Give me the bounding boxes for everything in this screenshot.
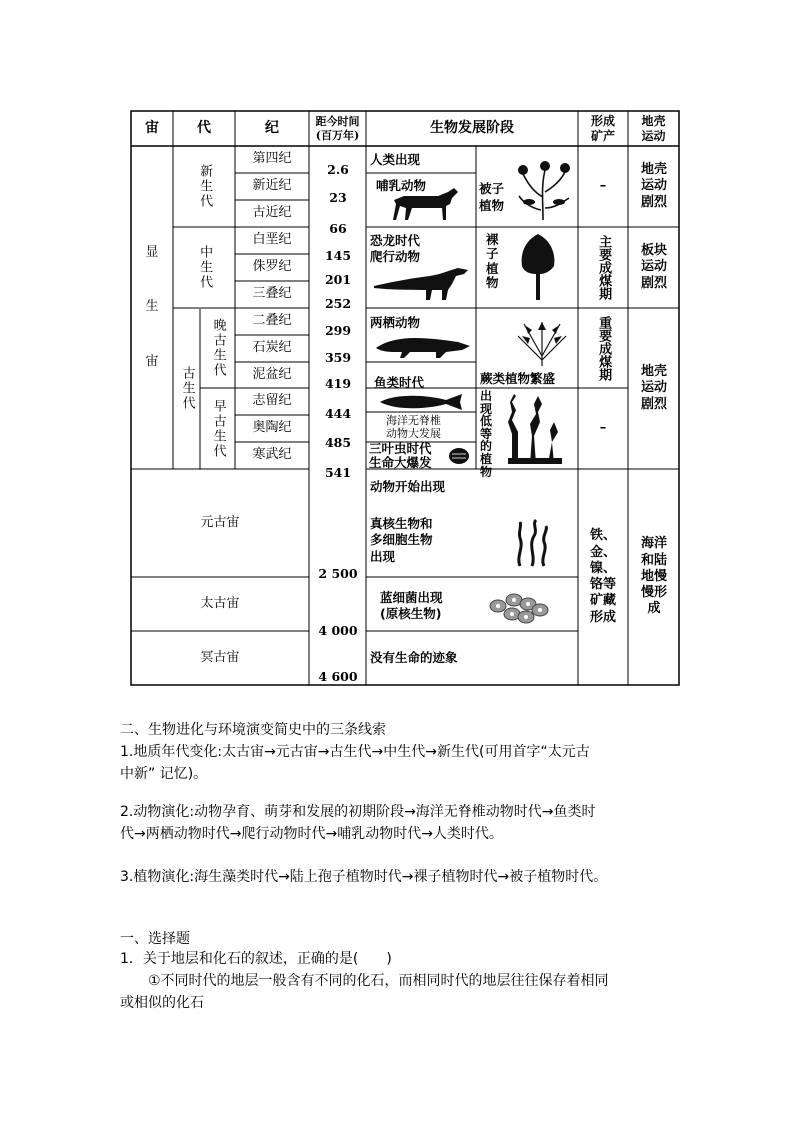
section2-point1 (120, 741, 680, 785)
stage-angiosperm: 被子植物 (479, 181, 505, 213)
mineral-precambrian: 铁、金、镍、铬等矿藏形成 (589, 528, 616, 625)
header-mineral-line1: 形成 (590, 113, 615, 128)
stage-dinosaur-l2: 爬行动物 (370, 249, 421, 264)
section2-point1-l1: 1.地质年代变化:太古宙→元古宙→古生代→中生代→新生代(可用首字“太元古 (120, 744, 590, 760)
amphibian-icon (374, 332, 472, 360)
period-quaternary: 第四纪 (252, 151, 292, 167)
time-value: 299 (324, 323, 352, 338)
stage-mammal: 哺乳动物 (376, 178, 427, 193)
stage-eukaryote-l2: 多细胞生物 (370, 532, 433, 548)
fern-icon (510, 316, 574, 368)
stage-low-plants: 出现低等的植物 (480, 389, 493, 479)
section2-point1-l2: 中新” 记忆)。 (120, 766, 208, 782)
crust-precambrian: 海洋和陆地慢慢形成 (640, 536, 667, 617)
algae-plant-icon (502, 392, 566, 466)
period-cambrian: 寒武纪 (252, 447, 292, 463)
section2-point2-l1: 2.动物演化:动物孕育、萌芽和发展的初期阶段→海洋无脊椎动物时代→鱼类时 (120, 804, 596, 820)
stage-no-life: 没有生命的迹象 (370, 650, 458, 665)
eon-phanerozoic (131, 146, 173, 469)
question-1: 1．关于地层和化石的叙述，正确的是( ) (120, 951, 392, 967)
header-crust (628, 111, 679, 146)
stage-trilobite-l2: 生命大爆发 (369, 455, 432, 471)
time-value: 4 000 (318, 623, 358, 638)
section2-point3: 3.植物演化:海生藻类时代→陆上孢子植物时代→裸子植物时代→被子植物时代。 (120, 869, 608, 885)
time-value: 252 (324, 296, 352, 311)
gymnosperm-tree-icon (518, 232, 558, 302)
crust-mesozoic: 板块运动剧烈 (640, 243, 667, 291)
dinosaur-icon (372, 264, 472, 304)
mineral-early-paleozoic: – (599, 420, 607, 436)
header-time-line1: 距今时间 (315, 114, 360, 128)
eon-phanerozoic-char1: 显 (145, 245, 159, 261)
stage-trilobite (369, 442, 432, 471)
eon-archean: 太古宙 (200, 595, 240, 611)
period-permian: 二叠纪 (252, 313, 292, 329)
stage-human: 人类出现 (370, 152, 421, 167)
header-mineral-line2: 矿产 (590, 128, 615, 143)
stage-cyano-l1: 蓝细菌出现 (380, 590, 443, 605)
era-late-paleozoic: 晚古生代 (210, 318, 226, 378)
eon-phanerozoic-char3: 宙 (145, 353, 159, 369)
period-paleogene: 古近纪 (252, 205, 292, 221)
header-crust-line2: 运动 (641, 128, 666, 143)
stage-cyanobacteria (380, 590, 443, 623)
time-value: 359 (324, 350, 352, 365)
header-time-line2: (百万年) (315, 128, 360, 142)
stage-eukaryote-l3: 出现 (370, 548, 396, 564)
question-1-option-1 (120, 970, 680, 1014)
mineral-mesozoic: 主要成煤期 (596, 235, 612, 300)
stage-dinosaur-l1: 恐龙时代 (370, 233, 421, 248)
mammal-icon (390, 186, 466, 224)
eon-hadean: 冥古宙 (200, 649, 240, 665)
stage-animals-appear: 动物开始出现 (370, 479, 446, 494)
seaweed-icon (512, 518, 554, 568)
period-cretaceous: 白垩纪 (252, 232, 292, 248)
time-value: 23 (329, 190, 347, 205)
stage-amphibian: 两栖动物 (370, 315, 421, 330)
question-1-option-1-l1: ①不同时代的地层一般含有不同的化石，而相同时代的地层往往保存着相同 (148, 973, 609, 989)
eon-phanerozoic-char2: 生 (145, 299, 159, 315)
stage-fern: 蕨类植物繁盛 (480, 371, 556, 386)
crust-paleozoic: 地壳运动剧烈 (640, 364, 667, 412)
fish-icon (376, 392, 466, 412)
header-period: 纪 (265, 119, 279, 136)
period-ordovician: 奥陶纪 (252, 420, 292, 436)
period-triassic: 三叠纪 (252, 286, 292, 302)
stage-trilobite-l1: 三叶虫时代 (369, 441, 432, 456)
section1-title: 一、选择题 (120, 931, 190, 947)
period-neogene: 新近纪 (252, 178, 292, 194)
mineral-late-paleozoic: 重要成煤期 (596, 315, 612, 381)
eon-proterozoic: 元古宙 (200, 514, 240, 530)
header-era: 代 (197, 119, 211, 136)
time-value: 2.6 (327, 162, 349, 177)
time-value: 485 (324, 435, 352, 450)
period-jurassic: 侏罗纪 (252, 259, 292, 275)
stage-eukaryote (370, 516, 433, 565)
flowering-plant-icon (515, 152, 573, 222)
header-stage: 生物发展阶段 (430, 119, 514, 136)
time-value: 2 500 (318, 566, 358, 581)
question-1-option-1-l2: 或相似的化石 (120, 995, 204, 1011)
mineral-cenozoic: – (599, 178, 607, 194)
section2-point2 (120, 801, 680, 845)
stage-cyano-l2: (原核生物) (380, 606, 442, 622)
crust-cenozoic: 地壳运动剧烈 (640, 162, 667, 210)
time-value: 4 600 (318, 669, 358, 684)
era-mesozoic: 中生代 (197, 245, 213, 290)
time-value: 419 (324, 376, 352, 391)
trilobite-icon (448, 446, 470, 466)
section2-point2-l2: 代→两栖动物时代→爬行动物时代→哺乳动物时代→人类时代。 (120, 826, 503, 842)
era-early-paleozoic: 早古生代 (210, 398, 226, 459)
stage-eukaryote-l1: 真核生物和 (370, 516, 433, 531)
time-value: 66 (329, 221, 347, 236)
header-crust-line1: 地壳 (641, 113, 666, 128)
time-value: 145 (324, 248, 352, 263)
stage-fish: 鱼类时代 (374, 375, 425, 390)
stage-invertebrate-l1: 海洋无脊椎 (386, 414, 441, 427)
header-eon: 宙 (145, 119, 159, 136)
period-carboniferous: 石炭纪 (252, 340, 292, 356)
time-value: 201 (324, 272, 352, 287)
time-value: 541 (324, 465, 352, 480)
period-silurian: 志留纪 (252, 393, 292, 409)
header-time (309, 111, 366, 146)
stage-gymnosperm: 裸子植物 (486, 232, 499, 291)
header-mineral (578, 111, 628, 146)
era-paleozoic: 古生代 (179, 366, 195, 411)
stage-invertebrate (386, 414, 441, 440)
stage-invertebrate-l2: 动物大发展 (386, 427, 441, 441)
time-value: 444 (324, 406, 352, 421)
section2-title: 二、生物进化与环境演变简史中的三条线索 (120, 722, 386, 738)
bacteria-icon (488, 590, 550, 624)
period-devonian: 泥盆纪 (252, 366, 292, 382)
era-cenozoic: 新生代 (197, 164, 213, 209)
